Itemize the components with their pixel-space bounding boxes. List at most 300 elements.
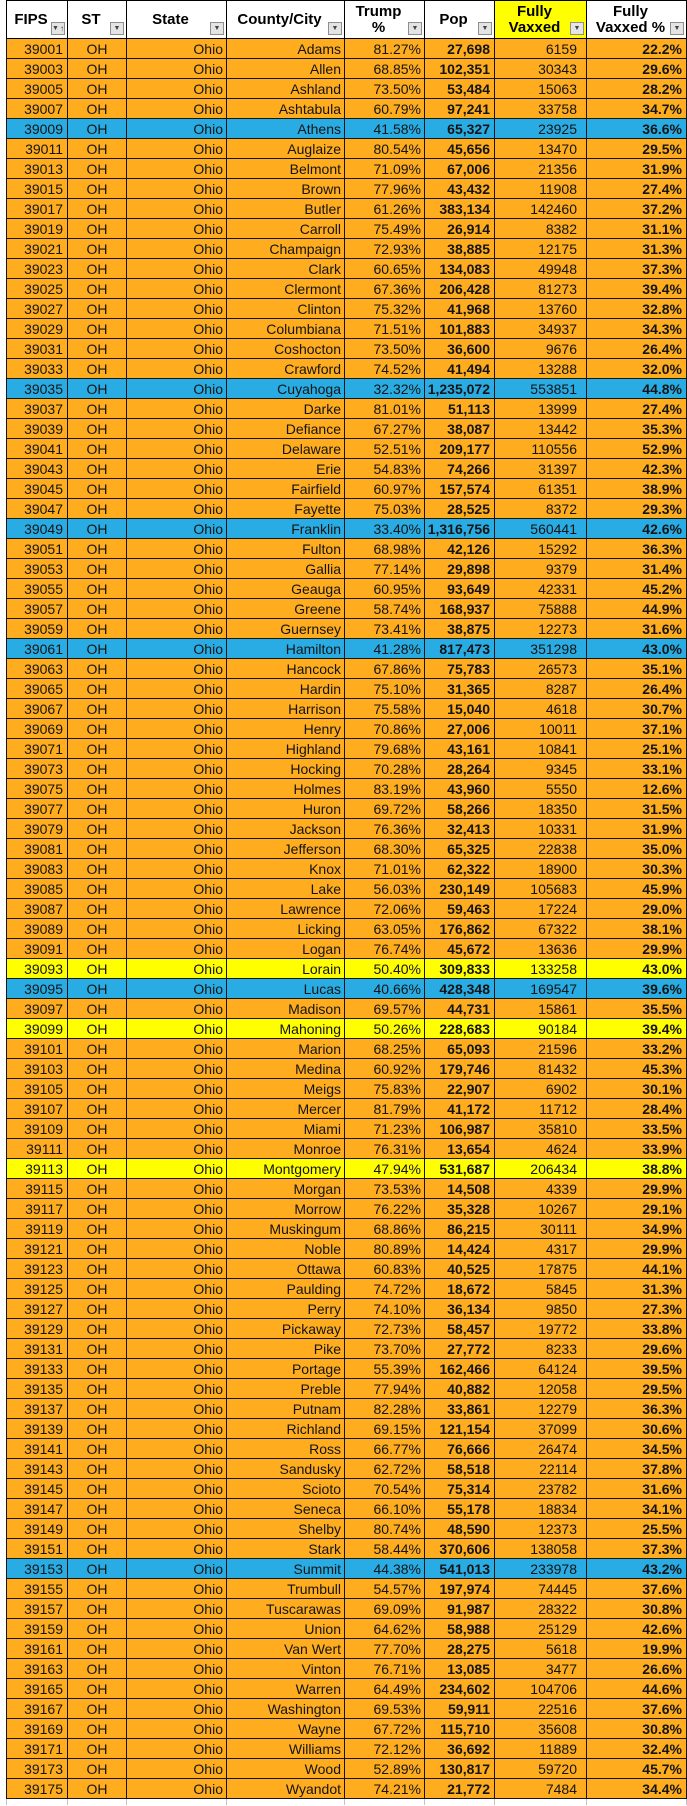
cell-state[interactable]: Ohio bbox=[127, 519, 227, 539]
cell-trump-pct[interactable]: 81.27% bbox=[345, 39, 425, 59]
cell-state[interactable]: Ohio bbox=[127, 1639, 227, 1659]
cell-st[interactable]: OH bbox=[68, 1159, 127, 1179]
cell-state[interactable]: Ohio bbox=[127, 1539, 227, 1559]
cell-state[interactable]: Ohio bbox=[127, 1059, 227, 1079]
cell-fips[interactable]: 39157 bbox=[6, 1599, 68, 1619]
cell-fips[interactable]: 39099 bbox=[6, 1019, 68, 1039]
cell-st[interactable]: OH bbox=[68, 739, 127, 759]
cell-fully-vaxxed[interactable]: 25129 bbox=[495, 1619, 587, 1639]
cell-pop[interactable]: 45,656 bbox=[425, 139, 495, 159]
cell-fully-vaxxed[interactable]: 33758 bbox=[495, 99, 587, 119]
cell-fully-vaxxed[interactable]: 4618 bbox=[495, 699, 587, 719]
cell-fully-vaxxed[interactable]: 5550 bbox=[495, 779, 587, 799]
cell-fips[interactable]: 39117 bbox=[6, 1199, 68, 1219]
cell-fully-vaxxed[interactable]: 169547 bbox=[495, 979, 587, 999]
cell-pop[interactable]: 115,710 bbox=[425, 1719, 495, 1739]
cell-fully-vaxxed[interactable]: 104706 bbox=[495, 1679, 587, 1699]
cell-state[interactable]: Ohio bbox=[127, 839, 227, 859]
cell-fips[interactable]: 39001 bbox=[6, 39, 68, 59]
cell-trump-pct[interactable]: 74.10% bbox=[345, 1299, 425, 1319]
cell-pop[interactable]: 14,424 bbox=[425, 1239, 495, 1259]
cell-pop[interactable]: 58,266 bbox=[425, 799, 495, 819]
cell-county-city[interactable]: Ross bbox=[227, 1439, 345, 1459]
cell-county-city[interactable]: Hardin bbox=[227, 679, 345, 699]
cell-st[interactable]: OH bbox=[68, 659, 127, 679]
cell-fully-vaxxed[interactable]: 90184 bbox=[495, 1019, 587, 1039]
cell-pop[interactable]: 40,882 bbox=[425, 1379, 495, 1399]
cell-fips[interactable]: 39085 bbox=[6, 879, 68, 899]
cell-state[interactable]: Ohio bbox=[127, 259, 227, 279]
cell-fips[interactable]: 39071 bbox=[6, 739, 68, 759]
cell-fips[interactable]: 39147 bbox=[6, 1499, 68, 1519]
cell-fully-vaxxed[interactable]: 81432 bbox=[495, 1059, 587, 1079]
cell-pop[interactable]: 27,698 bbox=[425, 39, 495, 59]
cell-fully-vaxxed-pct[interactable]: 39.4% bbox=[587, 1019, 687, 1039]
cell-trump-pct[interactable]: 82.28% bbox=[345, 1399, 425, 1419]
cell-county-city[interactable]: Adams bbox=[227, 39, 345, 59]
cell-fully-vaxxed[interactable]: 12279 bbox=[495, 1399, 587, 1419]
cell-fully-vaxxed[interactable]: 10011 bbox=[495, 719, 587, 739]
cell-fips[interactable]: 39041 bbox=[6, 439, 68, 459]
cell-fully-vaxxed-pct[interactable]: 37.3% bbox=[587, 259, 687, 279]
cell-county-city[interactable]: Noble bbox=[227, 1239, 345, 1259]
filter-dropdown-icon[interactable] bbox=[478, 22, 492, 35]
cell-state[interactable]: Ohio bbox=[127, 479, 227, 499]
cell-county-city[interactable]: Huron bbox=[227, 799, 345, 819]
cell-county-city[interactable]: Logan bbox=[227, 939, 345, 959]
cell-trump-pct[interactable]: 75.03% bbox=[345, 499, 425, 519]
cell-st[interactable]: OH bbox=[68, 239, 127, 259]
cell-fips[interactable]: 39131 bbox=[6, 1339, 68, 1359]
cell-state[interactable]: Ohio bbox=[127, 399, 227, 419]
cell-trump-pct[interactable]: 81.01% bbox=[345, 399, 425, 419]
cell-pop[interactable]: 179,746 bbox=[425, 1059, 495, 1079]
cell-st[interactable]: OH bbox=[68, 939, 127, 959]
cell-fully-vaxxed-pct[interactable]: 39.4% bbox=[587, 279, 687, 299]
cell-fully-vaxxed-pct[interactable]: 34.1% bbox=[587, 1499, 687, 1519]
cell-fully-vaxxed-pct[interactable]: 27.3% bbox=[587, 1299, 687, 1319]
cell-fully-vaxxed[interactable]: 26474 bbox=[495, 1439, 587, 1459]
cell-fully-vaxxed-pct[interactable]: 37.2% bbox=[587, 199, 687, 219]
cell-state[interactable]: Ohio bbox=[127, 579, 227, 599]
cell-st[interactable]: OH bbox=[68, 1539, 127, 1559]
cell-trump-pct[interactable]: 80.74% bbox=[345, 1519, 425, 1539]
cell-fully-vaxxed[interactable]: 4317 bbox=[495, 1239, 587, 1259]
cell-trump-pct[interactable]: 74.52% bbox=[345, 359, 425, 379]
cell-state[interactable]: Ohio bbox=[127, 39, 227, 59]
cell-trump-pct[interactable]: 41.58% bbox=[345, 119, 425, 139]
cell-fully-vaxxed[interactable]: 11889 bbox=[495, 1739, 587, 1759]
cell-pop[interactable]: 42,126 bbox=[425, 539, 495, 559]
cell-county-city[interactable]: Summit bbox=[227, 1559, 345, 1579]
cell-st[interactable]: OH bbox=[68, 159, 127, 179]
cell-county-city[interactable]: Greene bbox=[227, 599, 345, 619]
cell-county-city[interactable]: Preble bbox=[227, 1379, 345, 1399]
cell-fully-vaxxed[interactable]: 13288 bbox=[495, 359, 587, 379]
cell-state[interactable]: Ohio bbox=[127, 1199, 227, 1219]
cell-county-city[interactable]: Delaware bbox=[227, 439, 345, 459]
cell-fips[interactable]: 39107 bbox=[6, 1099, 68, 1119]
cell-st[interactable]: OH bbox=[68, 759, 127, 779]
cell-fips[interactable]: 39023 bbox=[6, 259, 68, 279]
cell-pop[interactable]: 36,692 bbox=[425, 1739, 495, 1759]
cell-fully-vaxxed-pct[interactable]: 36.3% bbox=[587, 539, 687, 559]
cell-trump-pct[interactable]: 60.79% bbox=[345, 99, 425, 119]
cell-fips[interactable]: 39003 bbox=[6, 59, 68, 79]
cell-state[interactable]: Ohio bbox=[127, 1779, 227, 1799]
cell-fully-vaxxed-pct[interactable]: 34.5% bbox=[587, 1439, 687, 1459]
cell-pop[interactable]: 62,322 bbox=[425, 859, 495, 879]
cell-state[interactable]: Ohio bbox=[127, 279, 227, 299]
cell-state[interactable]: Ohio bbox=[127, 1439, 227, 1459]
cell-state[interactable]: Ohio bbox=[127, 1359, 227, 1379]
cell-trump-pct[interactable]: 58.74% bbox=[345, 599, 425, 619]
filter-dropdown-icon[interactable] bbox=[51, 22, 65, 35]
cell-state[interactable]: Ohio bbox=[127, 619, 227, 639]
cell-county-city[interactable]: Pike bbox=[227, 1339, 345, 1359]
cell-fully-vaxxed-pct[interactable]: 37.8% bbox=[587, 1459, 687, 1479]
cell-fully-vaxxed[interactable]: 42331 bbox=[495, 579, 587, 599]
cell-state[interactable]: Ohio bbox=[127, 939, 227, 959]
cell-county-city[interactable]: Lake bbox=[227, 879, 345, 899]
cell-trump-pct[interactable]: 81.79% bbox=[345, 1099, 425, 1119]
cell-fully-vaxxed-pct[interactable]: 44.9% bbox=[587, 599, 687, 619]
cell-state[interactable]: Ohio bbox=[127, 419, 227, 439]
cell-fully-vaxxed-pct[interactable]: 38.1% bbox=[587, 919, 687, 939]
cell-fully-vaxxed[interactable]: 12175 bbox=[495, 239, 587, 259]
cell-trump-pct[interactable]: 83.19% bbox=[345, 779, 425, 799]
cell-fips[interactable]: 39113 bbox=[6, 1159, 68, 1179]
cell-fully-vaxxed[interactable]: 61351 bbox=[495, 479, 587, 499]
filter-dropdown-icon[interactable] bbox=[110, 22, 124, 35]
cell-state[interactable]: Ohio bbox=[127, 539, 227, 559]
cell-st[interactable]: OH bbox=[68, 1479, 127, 1499]
cell-state[interactable]: Ohio bbox=[127, 79, 227, 99]
cell-fully-vaxxed[interactable]: 4339 bbox=[495, 1179, 587, 1199]
cell-county-city[interactable]: Wyandot bbox=[227, 1779, 345, 1799]
cell-fully-vaxxed-pct[interactable]: 52.9% bbox=[587, 439, 687, 459]
cell-fips[interactable]: 39073 bbox=[6, 759, 68, 779]
cell-county-city[interactable]: Williams bbox=[227, 1739, 345, 1759]
cell-fully-vaxxed-pct[interactable]: 29.5% bbox=[587, 139, 687, 159]
cell-st[interactable]: OH bbox=[68, 619, 127, 639]
cell-fully-vaxxed-pct[interactable]: 35.5% bbox=[587, 999, 687, 1019]
cell-st[interactable]: OH bbox=[68, 559, 127, 579]
cell-state[interactable]: Ohio bbox=[127, 499, 227, 519]
cell-fully-vaxxed[interactable]: 105683 bbox=[495, 879, 587, 899]
cell-county-city[interactable]: Hocking bbox=[227, 759, 345, 779]
cell-pop[interactable]: 106,987 bbox=[425, 1119, 495, 1139]
cell-trump-pct[interactable]: 80.54% bbox=[345, 139, 425, 159]
cell-fully-vaxxed-pct[interactable]: 28.4% bbox=[587, 1099, 687, 1119]
cell-county-city[interactable]: Morrow bbox=[227, 1199, 345, 1219]
cell-fully-vaxxed-pct[interactable]: 34.4% bbox=[587, 1779, 687, 1799]
cell-pop[interactable]: 102,351 bbox=[425, 59, 495, 79]
cell-fully-vaxxed-pct[interactable]: 35.3% bbox=[587, 419, 687, 439]
column-header-fully-vaxxed-pct[interactable] bbox=[587, 1, 687, 38]
filter-dropdown-icon[interactable] bbox=[210, 22, 224, 35]
cell-st[interactable]: OH bbox=[68, 1079, 127, 1099]
cell-fully-vaxxed[interactable]: 13470 bbox=[495, 139, 587, 159]
cell-fips[interactable]: 39013 bbox=[6, 159, 68, 179]
cell-state[interactable]: Ohio bbox=[127, 1479, 227, 1499]
cell-pop[interactable]: 817,473 bbox=[425, 639, 495, 659]
cell-trump-pct[interactable]: 68.85% bbox=[345, 59, 425, 79]
cell-fully-vaxxed[interactable]: 28322 bbox=[495, 1599, 587, 1619]
cell-st[interactable]: OH bbox=[68, 299, 127, 319]
cell-fully-vaxxed[interactable]: 8287 bbox=[495, 679, 587, 699]
cell-trump-pct[interactable]: 77.96% bbox=[345, 179, 425, 199]
cell-st[interactable]: OH bbox=[68, 1659, 127, 1679]
cell-fully-vaxxed[interactable]: 12273 bbox=[495, 619, 587, 639]
cell-st[interactable]: OH bbox=[68, 679, 127, 699]
cell-fips[interactable]: 39025 bbox=[6, 279, 68, 299]
cell-trump-pct[interactable]: 74.72% bbox=[345, 1279, 425, 1299]
cell-county-city[interactable]: Morgan bbox=[227, 1179, 345, 1199]
cell-st[interactable]: OH bbox=[68, 1719, 127, 1739]
cell-county-city[interactable]: Cuyahoga bbox=[227, 379, 345, 399]
cell-fips[interactable]: 39077 bbox=[6, 799, 68, 819]
cell-trump-pct[interactable]: 68.25% bbox=[345, 1039, 425, 1059]
cell-fully-vaxxed[interactable]: 22838 bbox=[495, 839, 587, 859]
cell-state[interactable]: Ohio bbox=[127, 1259, 227, 1279]
cell-fips[interactable]: 39159 bbox=[6, 1619, 68, 1639]
cell-fully-vaxxed-pct[interactable]: 37.1% bbox=[587, 719, 687, 739]
cell-fips[interactable]: 39053 bbox=[6, 559, 68, 579]
cell-trump-pct[interactable]: 75.32% bbox=[345, 299, 425, 319]
cell-fips[interactable]: 39005 bbox=[6, 79, 68, 99]
cell-state[interactable]: Ohio bbox=[127, 999, 227, 1019]
cell-state[interactable]: Ohio bbox=[127, 119, 227, 139]
cell-fully-vaxxed[interactable]: 34937 bbox=[495, 319, 587, 339]
cell-trump-pct[interactable]: 44.38% bbox=[345, 1559, 425, 1579]
cell-county-city[interactable]: Ashtabula bbox=[227, 99, 345, 119]
cell-fully-vaxxed-pct[interactable]: 30.7% bbox=[587, 699, 687, 719]
cell-st[interactable]: OH bbox=[68, 439, 127, 459]
cell-pop[interactable]: 541,013 bbox=[425, 1559, 495, 1579]
cell-state[interactable]: Ohio bbox=[127, 379, 227, 399]
cell-pop[interactable]: 59,463 bbox=[425, 899, 495, 919]
cell-state[interactable]: Ohio bbox=[127, 1339, 227, 1359]
cell-st[interactable]: OH bbox=[68, 199, 127, 219]
cell-st[interactable]: OH bbox=[68, 1279, 127, 1299]
cell-pop[interactable]: 86,215 bbox=[425, 1219, 495, 1239]
cell-fips[interactable]: 39075 bbox=[6, 779, 68, 799]
cell-st[interactable]: OH bbox=[68, 1319, 127, 1339]
cell-fips[interactable]: 39127 bbox=[6, 1299, 68, 1319]
cell-fully-vaxxed[interactable]: 35810 bbox=[495, 1119, 587, 1139]
cell-county-city[interactable]: Union bbox=[227, 1619, 345, 1639]
cell-pop[interactable]: 65,325 bbox=[425, 839, 495, 859]
cell-state[interactable]: Ohio bbox=[127, 359, 227, 379]
cell-pop[interactable]: 58,457 bbox=[425, 1319, 495, 1339]
cell-trump-pct[interactable]: 66.77% bbox=[345, 1439, 425, 1459]
cell-fully-vaxxed[interactable]: 13999 bbox=[495, 399, 587, 419]
cell-fully-vaxxed-pct[interactable]: 45.7% bbox=[587, 1759, 687, 1779]
cell-pop[interactable]: 75,783 bbox=[425, 659, 495, 679]
cell-state[interactable]: Ohio bbox=[127, 559, 227, 579]
cell-pop[interactable]: 26,914 bbox=[425, 219, 495, 239]
cell-pop[interactable]: 209,177 bbox=[425, 439, 495, 459]
cell-trump-pct[interactable]: 75.83% bbox=[345, 1079, 425, 1099]
cell-pop[interactable]: 53,484 bbox=[425, 79, 495, 99]
cell-state[interactable]: Ohio bbox=[127, 1659, 227, 1679]
cell-fips[interactable]: 39029 bbox=[6, 319, 68, 339]
cell-trump-pct[interactable]: 60.97% bbox=[345, 479, 425, 499]
cell-county-city[interactable]: Licking bbox=[227, 919, 345, 939]
cell-state[interactable]: Ohio bbox=[127, 139, 227, 159]
cell-fully-vaxxed-pct[interactable]: 26.6% bbox=[587, 1659, 687, 1679]
column-header-pop[interactable] bbox=[425, 1, 495, 38]
cell-st[interactable]: OH bbox=[68, 1579, 127, 1599]
cell-fully-vaxxed-pct[interactable]: 29.9% bbox=[587, 1239, 687, 1259]
cell-st[interactable]: OH bbox=[68, 1619, 127, 1639]
cell-trump-pct[interactable]: 69.15% bbox=[345, 1419, 425, 1439]
cell-st[interactable]: OH bbox=[68, 1299, 127, 1319]
cell-fully-vaxxed[interactable]: 31397 bbox=[495, 459, 587, 479]
cell-fully-vaxxed-pct[interactable]: 29.0% bbox=[587, 899, 687, 919]
cell-pop[interactable]: 13,654 bbox=[425, 1139, 495, 1159]
cell-county-city[interactable]: Seneca bbox=[227, 1499, 345, 1519]
cell-trump-pct[interactable]: 80.89% bbox=[345, 1239, 425, 1259]
cell-trump-pct[interactable]: 73.53% bbox=[345, 1179, 425, 1199]
cell-pop[interactable]: 65,327 bbox=[425, 119, 495, 139]
cell-fully-vaxxed[interactable]: 5618 bbox=[495, 1639, 587, 1659]
cell-trump-pct[interactable]: 74.21% bbox=[345, 1779, 425, 1799]
cell-fips[interactable]: 39039 bbox=[6, 419, 68, 439]
cell-state[interactable]: Ohio bbox=[127, 1699, 227, 1719]
cell-fully-vaxxed-pct[interactable]: 45.9% bbox=[587, 879, 687, 899]
cell-st[interactable]: OH bbox=[68, 59, 127, 79]
column-header-st[interactable] bbox=[68, 1, 127, 38]
cell-pop[interactable]: 51,113 bbox=[425, 399, 495, 419]
cell-pop[interactable]: 15,040 bbox=[425, 699, 495, 719]
cell-fips[interactable]: 39081 bbox=[6, 839, 68, 859]
cell-trump-pct[interactable]: 76.71% bbox=[345, 1659, 425, 1679]
cell-county-city[interactable]: Geauga bbox=[227, 579, 345, 599]
cell-trump-pct[interactable]: 64.62% bbox=[345, 1619, 425, 1639]
cell-fully-vaxxed-pct[interactable]: 30.1% bbox=[587, 1079, 687, 1099]
cell-pop[interactable]: 67,006 bbox=[425, 159, 495, 179]
column-header-county-city[interactable] bbox=[227, 1, 345, 38]
column-header-state[interactable] bbox=[127, 1, 227, 38]
cell-county-city[interactable]: Lorain bbox=[227, 959, 345, 979]
cell-state[interactable]: Ohio bbox=[127, 1119, 227, 1139]
cell-pop[interactable]: 43,960 bbox=[425, 779, 495, 799]
cell-county-city[interactable]: Clinton bbox=[227, 299, 345, 319]
cell-fips[interactable]: 39161 bbox=[6, 1639, 68, 1659]
cell-pop[interactable]: 74,266 bbox=[425, 459, 495, 479]
cell-trump-pct[interactable]: 75.58% bbox=[345, 699, 425, 719]
cell-st[interactable]: OH bbox=[68, 1039, 127, 1059]
cell-fips[interactable]: 39057 bbox=[6, 599, 68, 619]
cell-fully-vaxxed-pct[interactable]: 26.4% bbox=[587, 679, 687, 699]
cell-fully-vaxxed-pct[interactable]: 31.3% bbox=[587, 1279, 687, 1299]
cell-trump-pct[interactable]: 40.66% bbox=[345, 979, 425, 999]
cell-county-city[interactable]: Putnam bbox=[227, 1399, 345, 1419]
cell-fips[interactable]: 39049 bbox=[6, 519, 68, 539]
cell-fully-vaxxed-pct[interactable]: 25.5% bbox=[587, 1519, 687, 1539]
cell-state[interactable]: Ohio bbox=[127, 1619, 227, 1639]
cell-county-city[interactable]: Madison bbox=[227, 999, 345, 1019]
cell-state[interactable]: Ohio bbox=[127, 1719, 227, 1739]
cell-fully-vaxxed-pct[interactable]: 29.9% bbox=[587, 1179, 687, 1199]
cell-fips[interactable]: 39143 bbox=[6, 1459, 68, 1479]
cell-pop[interactable]: 36,134 bbox=[425, 1299, 495, 1319]
cell-fully-vaxxed[interactable]: 12373 bbox=[495, 1519, 587, 1539]
cell-fully-vaxxed[interactable]: 138058 bbox=[495, 1539, 587, 1559]
cell-fully-vaxxed[interactable]: 15292 bbox=[495, 539, 587, 559]
cell-trump-pct[interactable]: 54.57% bbox=[345, 1579, 425, 1599]
cell-fully-vaxxed-pct[interactable]: 33.8% bbox=[587, 1319, 687, 1339]
cell-county-city[interactable]: Jackson bbox=[227, 819, 345, 839]
cell-fips[interactable]: 39123 bbox=[6, 1259, 68, 1279]
cell-fully-vaxxed-pct[interactable]: 31.9% bbox=[587, 819, 687, 839]
cell-st[interactable]: OH bbox=[68, 1239, 127, 1259]
cell-fips[interactable]: 39047 bbox=[6, 499, 68, 519]
column-header-fips[interactable] bbox=[6, 1, 68, 38]
cell-state[interactable]: Ohio bbox=[127, 159, 227, 179]
cell-fully-vaxxed[interactable]: 37099 bbox=[495, 1419, 587, 1439]
cell-fully-vaxxed-pct[interactable]: 39.5% bbox=[587, 1359, 687, 1379]
cell-fully-vaxxed[interactable]: 15861 bbox=[495, 999, 587, 1019]
cell-fully-vaxxed[interactable]: 18834 bbox=[495, 1499, 587, 1519]
cell-trump-pct[interactable]: 60.92% bbox=[345, 1059, 425, 1079]
cell-state[interactable]: Ohio bbox=[127, 219, 227, 239]
cell-fully-vaxxed[interactable]: 10841 bbox=[495, 739, 587, 759]
cell-fips[interactable]: 39103 bbox=[6, 1059, 68, 1079]
cell-fully-vaxxed[interactable]: 75888 bbox=[495, 599, 587, 619]
cell-state[interactable]: Ohio bbox=[127, 1079, 227, 1099]
cell-fips[interactable]: 39031 bbox=[6, 339, 68, 359]
cell-st[interactable]: OH bbox=[68, 779, 127, 799]
cell-pop[interactable]: 55,178 bbox=[425, 1499, 495, 1519]
cell-state[interactable]: Ohio bbox=[127, 1499, 227, 1519]
cell-fully-vaxxed-pct[interactable]: 29.9% bbox=[587, 939, 687, 959]
cell-st[interactable]: OH bbox=[68, 1759, 127, 1779]
cell-trump-pct[interactable]: 70.54% bbox=[345, 1479, 425, 1499]
cell-fully-vaxxed-pct[interactable]: 37.6% bbox=[587, 1579, 687, 1599]
cell-county-city[interactable]: Franklin bbox=[227, 519, 345, 539]
cell-state[interactable]: Ohio bbox=[127, 1279, 227, 1299]
cell-fips[interactable]: 39135 bbox=[6, 1379, 68, 1399]
cell-st[interactable]: OH bbox=[68, 1219, 127, 1239]
cell-state[interactable]: Ohio bbox=[127, 99, 227, 119]
cell-state[interactable]: Ohio bbox=[127, 459, 227, 479]
cell-st[interactable]: OH bbox=[68, 1099, 127, 1119]
cell-fips[interactable]: 39019 bbox=[6, 219, 68, 239]
cell-county-city[interactable]: Marion bbox=[227, 1039, 345, 1059]
cell-trump-pct[interactable]: 52.89% bbox=[345, 1759, 425, 1779]
cell-trump-pct[interactable]: 76.31% bbox=[345, 1139, 425, 1159]
cell-state[interactable]: Ohio bbox=[127, 1319, 227, 1339]
cell-state[interactable]: Ohio bbox=[127, 199, 227, 219]
cell-county-city[interactable]: Meigs bbox=[227, 1079, 345, 1099]
cell-fips[interactable]: 39101 bbox=[6, 1039, 68, 1059]
cell-fips[interactable]: 39145 bbox=[6, 1479, 68, 1499]
cell-county-city[interactable]: Medina bbox=[227, 1059, 345, 1079]
cell-fully-vaxxed-pct[interactable]: 31.6% bbox=[587, 1479, 687, 1499]
cell-fully-vaxxed[interactable]: 8382 bbox=[495, 219, 587, 239]
cell-fully-vaxxed[interactable]: 8372 bbox=[495, 499, 587, 519]
cell-st[interactable]: OH bbox=[68, 859, 127, 879]
cell-pop[interactable]: 38,875 bbox=[425, 619, 495, 639]
cell-pop[interactable]: 168,937 bbox=[425, 599, 495, 619]
cell-county-city[interactable]: Wayne bbox=[227, 1719, 345, 1739]
cell-county-city[interactable]: Lucas bbox=[227, 979, 345, 999]
cell-trump-pct[interactable]: 67.86% bbox=[345, 659, 425, 679]
cell-county-city[interactable]: Champaign bbox=[227, 239, 345, 259]
